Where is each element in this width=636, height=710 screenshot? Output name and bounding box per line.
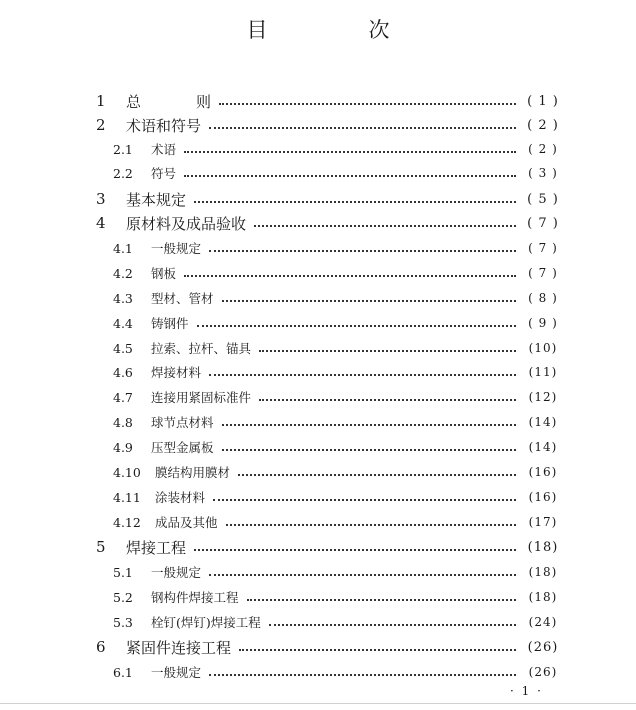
toc-leader-dots: [222, 299, 516, 302]
toc-leader-dots: [184, 174, 516, 177]
toc-entry: [0, 560, 636, 584]
toc-entry-number: 4.8: [113, 414, 133, 430]
toc-leader-dots: [238, 473, 516, 476]
toc-entry-page: (26): [528, 665, 558, 679]
toc-entry-page: (26): [527, 639, 559, 655]
toc-entry-label: 一般规定: [151, 241, 202, 256]
toc-entry-number: 1: [96, 92, 106, 110]
toc-entry-page: (17): [528, 515, 558, 529]
toc-entry: [0, 161, 636, 185]
toc-entry-label: 基本规定: [126, 190, 187, 209]
toc-entry-label: 焊接材料: [151, 365, 202, 380]
toc-entry-number: 4.2: [113, 265, 133, 281]
toc-entry-number: 4.11: [113, 489, 141, 505]
toc-leader-dots: [209, 249, 516, 252]
toc-leader-dots: [194, 548, 516, 551]
toc-entry: [0, 585, 636, 609]
toc-entry-number: 2.2: [113, 165, 133, 181]
toc-leader-dots: [209, 673, 516, 676]
toc-leader-dots: [184, 150, 516, 153]
toc-leader-dots: [197, 324, 516, 327]
toc-entry-number: 4: [96, 214, 106, 232]
toc-entry: [0, 236, 636, 260]
toc-entry-number: 4.6: [113, 364, 133, 380]
toc-entry: [0, 360, 636, 384]
toc-entry: [0, 410, 636, 434]
toc-leader-dots: [259, 398, 516, 401]
toc-entry-label: 球节点材料: [151, 415, 214, 430]
toc-leader-dots: [226, 523, 516, 526]
toc-entry-label: 总 则: [126, 92, 232, 111]
toc-entry-page: ( 7 ): [527, 215, 559, 231]
toc-entry-page: (18): [527, 539, 559, 555]
toc-entry-label: 焊接工程: [126, 538, 187, 557]
toc-entry-label: 一般规定: [151, 565, 202, 580]
toc-entry: [0, 610, 636, 634]
toc-entry-page: (10): [528, 341, 558, 355]
toc-leader-dots: [194, 200, 516, 203]
toc-entry-number: 5.3: [113, 614, 133, 630]
toc-entry-label: 钢构件焊接工程: [151, 590, 239, 605]
toc-entry-page: (12): [528, 390, 558, 404]
toc-entry-label: 膜结构用膜材: [155, 465, 231, 480]
toc-entry-page: (16): [528, 490, 558, 504]
toc-leader-dots: [259, 349, 516, 352]
toc-entry-number: 2.1: [113, 141, 133, 157]
toc-entry: [0, 435, 636, 459]
toc-entry-label: 原材料及成品验收: [126, 214, 247, 233]
toc-entry-number: 5: [96, 538, 106, 556]
toc-entry-label: 钢板: [151, 266, 177, 281]
toc-entry: [0, 535, 636, 559]
toc-entry: [0, 311, 636, 335]
toc-entry-label: 一般规定: [151, 665, 202, 680]
toc-entry: [0, 261, 636, 285]
toc-entry-page: (18): [528, 590, 558, 604]
toc-entry-label: 压型金属板: [151, 440, 214, 455]
toc-entry-page: (14): [528, 415, 558, 429]
toc-entry-label: 型材、管材: [151, 291, 214, 306]
toc-entry-number: 6: [96, 638, 106, 656]
toc-entry-page: ( 7 ): [528, 241, 558, 255]
toc-entry-page: ( 3 ): [528, 166, 558, 180]
toc-entry: [0, 635, 636, 659]
toc-entry-label: 紧固件连接工程: [126, 638, 232, 657]
toc-entry-number: 4.9: [113, 439, 133, 455]
toc-entry-page: ( 8 ): [528, 291, 558, 305]
toc-entry-number: 2: [96, 116, 106, 134]
toc-leader-dots: [209, 126, 516, 129]
toc-entry: [0, 187, 636, 211]
toc-entry-number: 4.3: [113, 290, 133, 306]
toc-leader-dots: [219, 102, 516, 105]
toc-entry: [0, 660, 636, 684]
toc-entry-number: 3: [96, 190, 106, 208]
toc-entry-page: ( 7 ): [528, 266, 558, 280]
toc-entry: [0, 113, 636, 137]
toc-entry: [0, 286, 636, 310]
toc-entry-label: 术语: [151, 142, 177, 157]
toc-entry: [0, 385, 636, 409]
toc-leader-dots: [213, 498, 516, 501]
toc-leader-dots: [222, 423, 516, 426]
bottom-rule: [0, 703, 636, 704]
toc-entry-page: (18): [528, 565, 558, 579]
toc-entry: [0, 89, 636, 113]
toc-entry-number: 4.5: [113, 340, 133, 356]
toc-entry-number: 4.7: [113, 389, 133, 405]
toc-entry-label: 成品及其他: [155, 515, 218, 530]
toc-entry: [0, 211, 636, 235]
toc-leader-dots: [269, 623, 516, 626]
toc-entry-page: (24): [528, 615, 558, 629]
toc-entry-label: 连接用紧固标准件: [151, 390, 252, 405]
toc-entry-label: 术语和符号: [126, 116, 202, 135]
toc-entry-label: 铸钢件: [151, 316, 189, 331]
toc-entry-page: (16): [528, 465, 558, 479]
toc-entry-page: ( 9 ): [528, 316, 558, 330]
toc-entry-number: 4.1: [113, 240, 133, 256]
toc-entry-label: 符号: [151, 166, 177, 181]
toc-entry-number: 4.10: [113, 464, 141, 480]
toc-entry-number: 5.1: [113, 564, 133, 580]
toc-leader-dots: [209, 573, 516, 576]
toc-entry-number: 4.12: [113, 514, 141, 530]
page-title: 目 次: [246, 18, 430, 42]
toc-entry: [0, 137, 636, 161]
toc-entry: [0, 485, 636, 509]
toc-entry: [0, 336, 636, 360]
page-number: · 1 ·: [510, 684, 543, 698]
toc-entry-page: ( 2 ): [528, 142, 558, 156]
toc-leader-dots: [222, 448, 516, 451]
toc-leader-dots: [254, 224, 516, 227]
toc-leader-dots: [247, 598, 516, 601]
toc-leader-dots: [239, 648, 516, 651]
toc-leader-dots: [209, 373, 516, 376]
toc-entry-page: (14): [528, 440, 558, 454]
toc-entry-number: 4.4: [113, 315, 133, 331]
toc-entry-number: 5.2: [113, 589, 133, 605]
toc-entry-page: ( 1 ): [527, 93, 559, 109]
toc-entry-page: ( 5 ): [527, 191, 559, 207]
toc-entry-page: (11): [528, 365, 558, 379]
toc-entry-number: 6.1: [113, 664, 133, 680]
toc-entry-label: 涂装材料: [155, 490, 206, 505]
toc-entry-page: ( 2 ): [527, 117, 559, 133]
toc-entry-label: 拉索、拉杆、锚具: [151, 341, 252, 356]
toc-entry: [0, 460, 636, 484]
toc-entry-label: 栓钉(焊钉)焊接工程: [151, 615, 261, 630]
toc-entry: [0, 510, 636, 534]
toc-leader-dots: [184, 274, 516, 277]
